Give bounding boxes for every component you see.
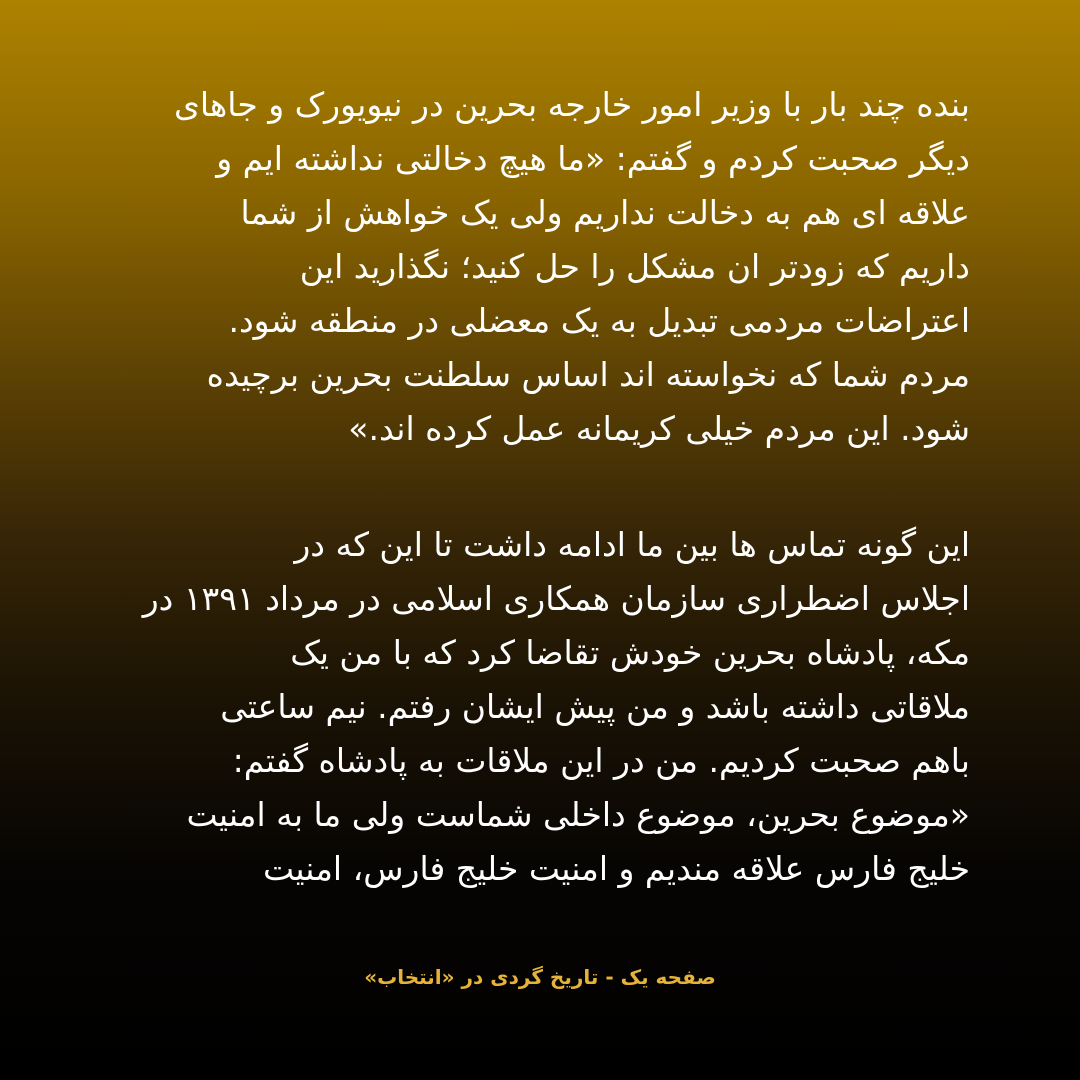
text-line: اعتراضات مردمی تبدیل به یک معضلی در منطقه شود. (228, 301, 970, 340)
footer-caption: صفحه یک - تاریخ گردی در «انتخاب» (364, 965, 716, 989)
text-line: مکه، پادشاه بحرین خودش تقاضا کرد که با من یک (290, 633, 970, 672)
text-line: شود. این مردم خیلی کریمانه عمل کرده اند.» (348, 409, 970, 448)
text-line: داریم که زودتر ان مشکل را حل کنید؛ نگذارید این (299, 247, 970, 286)
text-line: بنده چند بار با وزیر امور خارجه بحرین در نیویورک و جاهای (173, 85, 970, 124)
text-line: «موضوع بحرین، موضوع داخلی شماست ولی ما به امنیت (186, 795, 970, 834)
text-line: ملاقاتی داشته باشد و من پیش ایشان رفتم. نیم ساعتی (220, 687, 970, 726)
paragraph-2 (110, 518, 970, 896)
text-line: علاقه ای هم به دخالت نداریم ولی یک خواهش از شما (240, 193, 970, 232)
text-line: دیگر صحبت کردم و گفتم: «ما هیچ دخالتی نداشته ایم و (216, 139, 970, 178)
text-line: خلیج فارس علاقه مندیم و امنیت خلیج فارس، امنیت (262, 849, 970, 888)
text-line: اجلاس اضطراری سازمان همکاری اسلامی در مرداد ۱۳۹۱ در (142, 579, 970, 618)
paragraph-1 (110, 78, 970, 456)
text-line: مردم شما که نخواسته اند اساس سلطنت بحرین برچیده (206, 355, 970, 394)
text-line: باهم صحبت کردیم. من در این ملاقات به پادشاه گفتم: (232, 741, 970, 780)
text-line: این گونه تماس ها بین ما ادامه داشت تا این که در (294, 525, 970, 564)
